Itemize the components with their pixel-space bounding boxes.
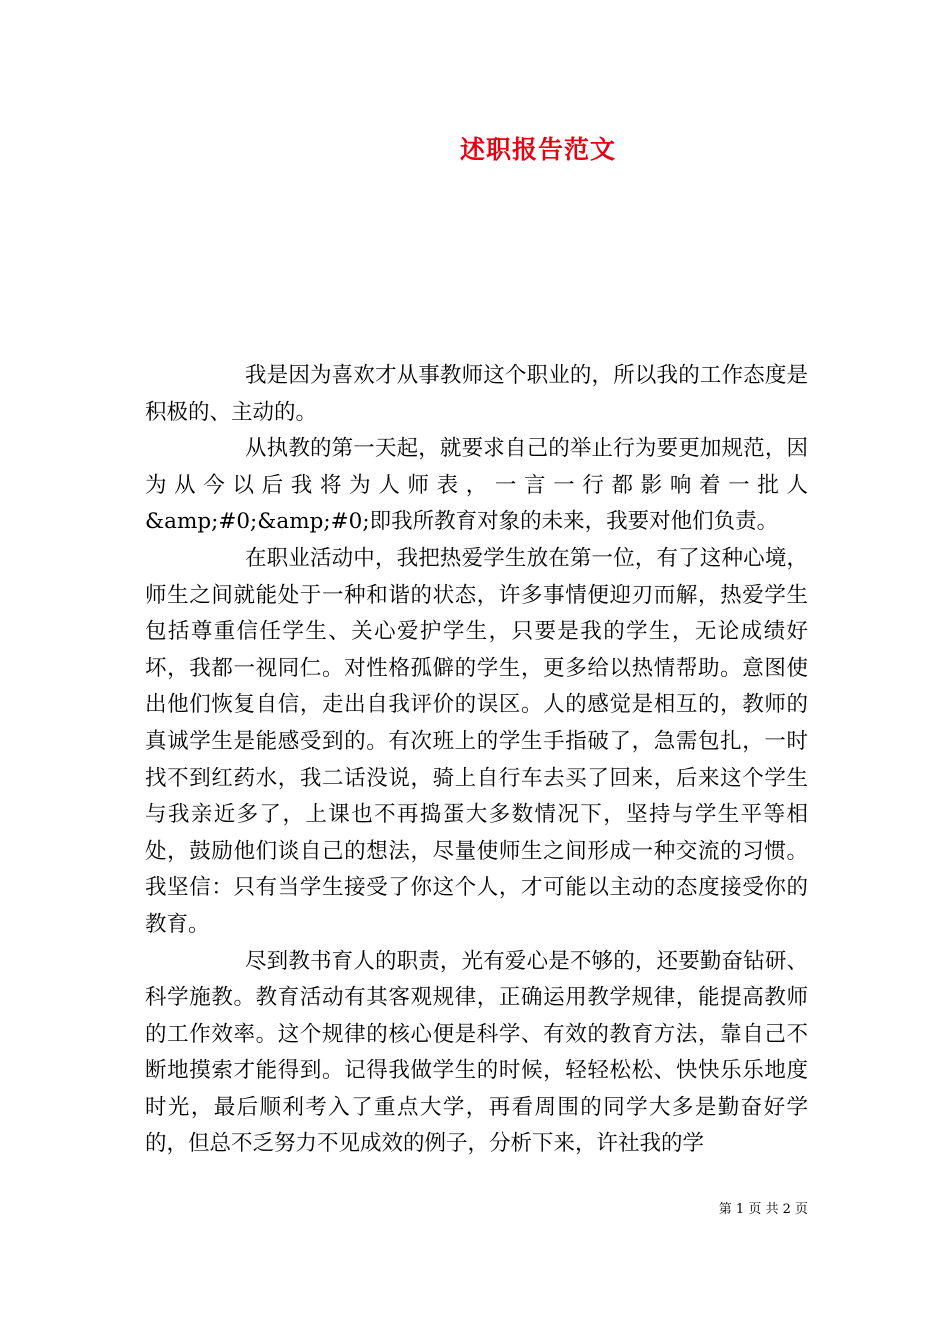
paragraph-2: 从执教的第一天起，就要求自己的举止行为要更加规范，因为从今以后我将为人师表，一言一行都影响着一批人&amp;#0;&amp;#0;即我所教育对象的未来，我要对他们负责。 xyxy=(145,436,808,535)
paragraph-1: 我是因为喜欢才从事教师这个职业的，所以我的工作态度是积极的、主动的。 xyxy=(145,363,808,425)
paragraph-3: 在职业活动中，我把热爱学生放在第一位，有了这种心境，师生之间就能处于一种和谐的状态，许多事情便迎刃而解，热爱学生包括尊重信任学生、关心爱护学生，只要是我的学生，无论成绩好坏，我都一视同仁。对性格孤僻的学生，更多给以热情帮助。意图使出他们恢复自信，走出自我评价的误区。人的感觉是相互的，教师的真诚学生是能感受到的。有次班上的学生手指破了，急需包扎，一时找不到红药水，我二话没说，骑上自行车去买了回来，后来这个学生与我亲近多了，上课也不再捣蛋大多数情况下，坚持与学生平等相处，鼓励他们谈自己的想法，尽量使师生之间形成一种交流的习惯。我坚信：只有当学生接受了你这个人，才可能以主动的态度接受你的教育。 xyxy=(145,545,808,937)
document-body xyxy=(145,358,808,1163)
document-title: 述职报告范文 xyxy=(460,135,617,164)
paragraph-4: 尽到教书育人的职责，光有爱心是不够的，还要勤奋钻研、科学施教。教育活动有其客观规律，正确运用教学规律，能提高教师的工作效率。这个规律的核心便是科学、有效的教育方法，靠自己不断地摸索才能得到。记得我做学生的时候，轻轻松松、快快乐乐地度时光，最后顺利考入了重点大学，再看周围的同学大多是勤奋好学的，但总不乏努力不见成效的例子，分析下来，许社我的学 xyxy=(145,948,808,1157)
page-number-footer: 第 1 页 共 2 页 xyxy=(718,1202,808,1217)
